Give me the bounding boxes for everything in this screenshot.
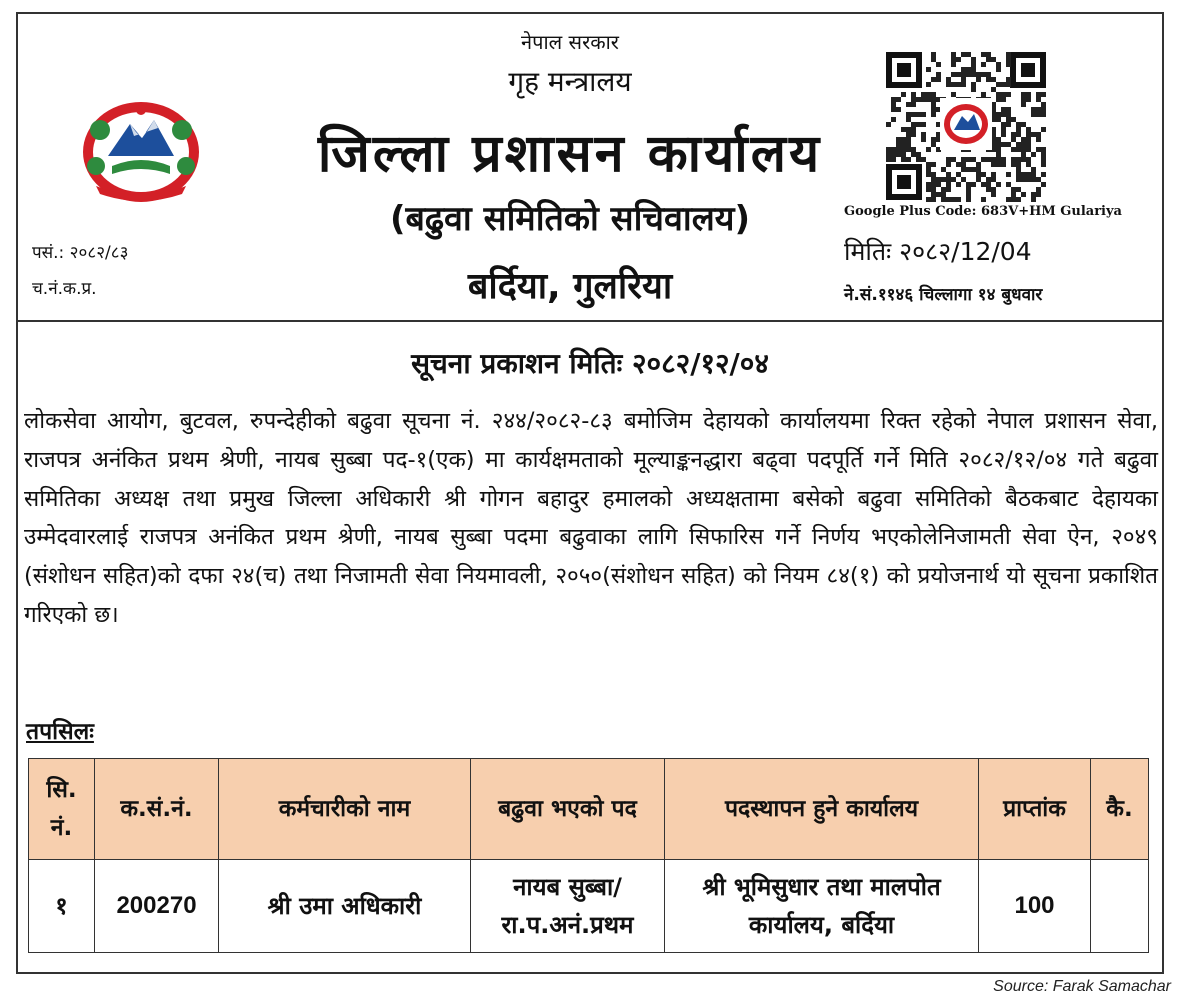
cell-symbol-no: 200270 — [95, 860, 219, 953]
ministry-name: गृह मन्त्रालय — [508, 65, 632, 98]
cell-promoted-post: नायब सुब्बा/ रा.प.अनं.प्रथम — [471, 860, 665, 953]
cell-marks: 100 — [979, 860, 1091, 953]
cell-serial: १ — [29, 860, 95, 953]
plus-code: Google Plus Code: 683V+HM Gulariya — [844, 204, 1122, 219]
col-header-symbol-no: क.सं.नं. — [95, 759, 219, 860]
notice-document — [16, 12, 1164, 974]
office-name: जिल्ला प्रशासन कार्यालय — [317, 124, 823, 184]
promotion-table — [28, 758, 1149, 953]
table-header-row — [29, 759, 1149, 860]
header-divider — [18, 320, 1162, 322]
col-header-marks: प्राप्तांक — [979, 759, 1091, 860]
secretariat-name: (बढुवा समितिको सचिवालय) — [389, 199, 751, 239]
dispatch-number: च.नं.क.प्र. — [32, 279, 97, 299]
publish-date: सूचना प्रकाशन मितिः २०८२/१२/०४ — [411, 347, 769, 380]
letter-date: मितिः २०८२/12/04 — [844, 237, 1032, 266]
office-location: बर्दिया, गुलरिया — [467, 266, 673, 307]
col-header-serial: सि. नं. — [29, 759, 95, 860]
col-header-posting-office: पदस्थापन हुने कार्यालय — [665, 759, 979, 860]
cell-employee-name: श्री उमा अधिकारी — [219, 860, 471, 953]
letter-number: पसं.: २०८२/८३ — [32, 243, 129, 263]
col-header-employee-name: कर्मचारीको नाम — [219, 759, 471, 860]
letterhead — [18, 14, 1162, 320]
notice-body: लोकसेवा आयोग, बुटवल, रुपन्देहीको बढुवा सूचना नं. २४४/२०८२-८३ बमोजिम देहायको कार्यालयमा रिक्त रहेको नेपाल प्रशासन सेवा, राजपत्र अनंकित प्रथम श्रेणी, नायब सुब्बा पद-१(एक) मा कार्यक्षमताको मूल्याङ्कनद्धारा बढ्‌वा पदपूर्ति गर्ने मिति २०८२/१२/०४ गते बढुवा समितिका अध्यक्ष तथा प्रमुख जिल्ला अधिकारी श्री गोगन बहादुर हमालको अध्यक्षतामा बसेको बढुवा समितिको बैठकबाट देहायका उम्मेदवारलाई राजपत्र अनंकित प्रथम श्रेणी, नायब सुब्बा पदमा बढुवाका लागि सिफारिस गर्ने निर्णय भएकोलेनिजामती सेवा ऐन, २०४९ (संशोधन सहित)को दफा २४(च) तथा निजामती सेवा नियमावली, २०५०(संशोधन सहित) को नियम ८४(१) को प्रयोजनार्थ यो सूचना प्रकाशित गरिएको छ। — [24, 408, 1158, 628]
col-header-remarks: कै. — [1091, 759, 1149, 860]
source-credit: Source: Farak Samachar — [993, 978, 1171, 995]
cell-remarks — [1091, 860, 1149, 953]
government-name: नेपाल सरकार — [521, 30, 619, 54]
cell-posting-office: श्री भूमिसुधार तथा मालपोत कार्यालय, बर्दिया — [665, 860, 979, 953]
annex-label: तपसिलः — [26, 719, 94, 745]
nepal-sambat-date: ने.सं.११४६ चिल्लागा १४ बुधवार — [844, 285, 1043, 305]
col-header-promoted-post: बढुवा भएको पद — [471, 759, 665, 860]
qr-code-icon — [882, 48, 1050, 204]
table-row — [29, 860, 1149, 953]
